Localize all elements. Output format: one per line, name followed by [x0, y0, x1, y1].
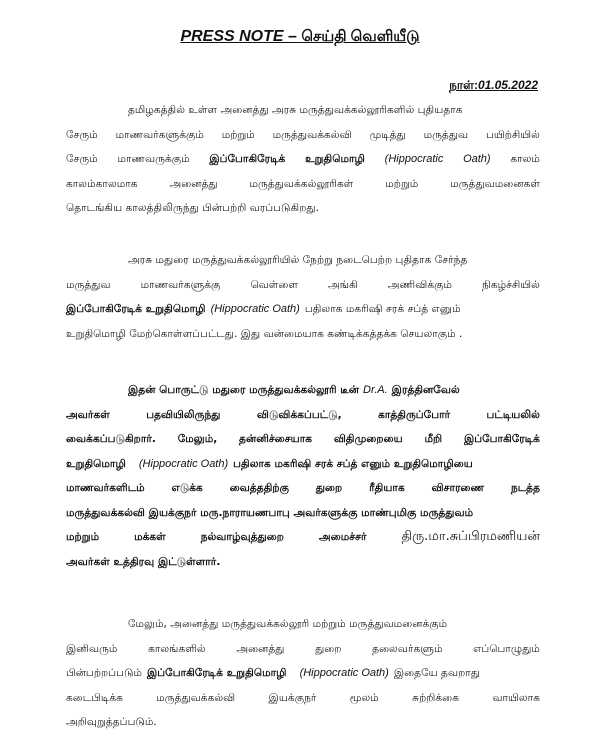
word: விசாரணை [431, 482, 485, 494]
word: முடித்து [369, 128, 406, 141]
date-line [449, 78, 538, 94]
word: வாயிலாக [492, 691, 540, 704]
p3-line-2 [66, 403, 540, 428]
text: அறிவுறுத்தப்படும். [66, 716, 157, 728]
p1-line-2 [66, 123, 540, 148]
word: அனைத்து [169, 177, 218, 190]
p3-line-3 [66, 427, 540, 452]
word: மூலம் [349, 691, 379, 704]
bold-phrase: இப்போகிரேடிக் உறுதிமொழி [147, 667, 287, 679]
word: ரீதியாக [369, 482, 405, 494]
word: தலைவர்களும் [372, 642, 443, 655]
word: சேரும் [66, 128, 98, 141]
p4-line-4 [66, 686, 540, 711]
title-tamil: செய்தி வெளியீடு [301, 28, 420, 45]
word: காலங்களில் [148, 642, 206, 655]
word: வெள்ளை [250, 278, 298, 291]
word: மாணவருக்கும் [117, 153, 190, 165]
word: இயக்குநர் [268, 691, 317, 704]
p1-line-5 [66, 196, 540, 221]
title-english: PRESS NOTE – [180, 28, 297, 45]
word: மற்றும் [66, 531, 100, 543]
word: அங்கி [328, 278, 358, 291]
word: மேலும், [177, 433, 218, 445]
word: காலம் [510, 153, 540, 165]
word: அவர்கள் [66, 408, 110, 421]
text: உறுதிமொழி [66, 457, 126, 470]
word: காத்திருப்போர் [378, 408, 451, 421]
word: விதிமுறையை [333, 433, 403, 445]
word: காலம்காலமாக [66, 177, 138, 190]
word: எப்பொழுதும் [473, 642, 540, 655]
page-title [0, 28, 600, 47]
bold-phrase: இப்போகிரேடிக் உறுதிமொழி [66, 303, 206, 315]
word: வைத்ததிற்கு [229, 482, 289, 494]
word: அமைச்சர் [318, 531, 367, 543]
word: சுற்றிக்கை [412, 691, 459, 704]
minister-name: திரு.மா.சுப்பிரமணியன் [401, 529, 540, 544]
word: இனிவரும் [66, 642, 118, 655]
word: மருத்துவமனைகள் [450, 177, 540, 190]
word: நடத்த [510, 482, 540, 494]
word: மாணவர்களிடம் [66, 482, 145, 494]
word: மருத்துவக்கல்வி [272, 128, 352, 141]
p3-line-7 [66, 525, 540, 550]
word: மருத்துவக்கல்வி [156, 691, 236, 704]
text: அரசு மதுரை மருத்துவக்கல்லூரியில் நேற்று நடைபெற்ற புதிதாக சேர்ந்த [128, 254, 468, 266]
text: தமிழகத்தில் உள்ள அனைத்து அரசு மருத்துவக்கல்லூரிகளில் புதியதாக [128, 104, 463, 116]
italic-phrase: (Hippocratic Oath) [210, 303, 300, 315]
p2-line-4 [66, 322, 540, 347]
word: சேரும் [66, 153, 98, 165]
word: வைக்கப்படுகிறார். [66, 433, 156, 445]
word: விடுவிக்கப்பட்டு, [256, 408, 342, 421]
p4-line-3 [66, 661, 540, 686]
italic-word: (Hippocratic [384, 153, 444, 165]
word: நிகழ்ச்சியில் [482, 278, 540, 291]
p4-line-1 [66, 612, 540, 637]
paragraph-2 [66, 248, 540, 346]
p2-line-2 [66, 273, 540, 298]
bold-word: இப்போகிரேடிக் [209, 153, 286, 165]
paragraph-4 [66, 612, 540, 735]
word: மக்கள் [134, 531, 166, 543]
text: இதன் பொருட்டு மதுரை மருத்துவக்கல்லூரி டீன் [128, 384, 360, 396]
word: மாணவர்களுக்கும் [115, 128, 204, 141]
text: உறுதிமொழி மேற்கொள்ளப்பட்டது. இது வன்மையாக கண்டிக்கத்தக்க செயலாகும் . [66, 327, 463, 340]
p2-line-1 [66, 248, 540, 273]
text: மேலும், அனைத்து மருத்துவக்கல்லூரி மற்றும் மருத்துவமனைக்கும் [128, 618, 448, 630]
word: துறை [315, 642, 342, 655]
word: இப்போகிரேடிக் [463, 433, 540, 445]
word: அணிவிக்கும் [387, 278, 453, 291]
p1-line-3 [66, 147, 540, 172]
word: மருத்துவ [423, 128, 469, 141]
word: பட்டியலில் [486, 408, 540, 421]
word: மீறி [424, 433, 443, 445]
text: இதையே தவறாது [393, 667, 481, 679]
word: மாணவர்களுக்கு [140, 278, 221, 291]
text: அவர்கள் உத்திரவு இட்டுள்ளார். [66, 555, 221, 568]
paragraph-3 [66, 378, 540, 574]
text: பின்பற்றப்படும் [66, 667, 142, 679]
word: மருத்துவ [66, 278, 111, 291]
word: எடுக்க [171, 482, 203, 494]
p4-line-2 [66, 637, 540, 662]
word: கடைபிடிக்க [66, 691, 123, 704]
p4-line-5 [66, 710, 540, 735]
word: பதவியிலிருந்து [146, 408, 221, 421]
text: மருத்துவக்கல்வி இயக்குநர் மரு.நாராயணபாபு அவர்களுக்கு மாண்புமிகு மருத்துவம் [66, 506, 474, 519]
word: பயிற்சியில் [485, 128, 540, 141]
word: மருத்துவக்கல்லூரிகள் [249, 177, 354, 190]
text: தொடங்கிய காலத்திலிருந்து பின்பற்றி வரப்படுகிறது. [66, 202, 319, 214]
word: துறை [315, 482, 343, 494]
text: இரத்தினவேல் [391, 384, 460, 396]
p2-line-3 [66, 297, 540, 322]
italic-word: Oath) [463, 153, 491, 165]
italic-name: Dr.A. [363, 384, 388, 396]
italic-phrase: (Hippocratic Oath) [299, 667, 389, 679]
word: மற்றும் [385, 177, 419, 190]
word: மற்றும் [221, 128, 255, 141]
paragraph-1 [66, 98, 540, 221]
p3-line-4 [66, 452, 540, 477]
text: பதிலாக மகரிஷி சரக் சப்த் எனும் உறுதிமொழியை [233, 457, 473, 470]
p3-line-5 [66, 476, 540, 501]
p3-line-1 [66, 378, 540, 403]
italic-phrase: (Hippocratic Oath) [138, 457, 229, 470]
p3-line-6 [66, 501, 540, 526]
word: அனைத்து [236, 642, 285, 655]
word: நல்வாழ்வுத்துறை [200, 531, 284, 543]
p3-line-8 [66, 550, 540, 575]
p1-line-4 [66, 172, 540, 197]
text: பதிலாக மகரிஷி சரக் சப்த் எனும் [304, 303, 461, 315]
word: தன்னிச்சையாக [239, 433, 313, 445]
date-label: நாள்: [449, 78, 478, 92]
p1-line-1 [66, 98, 540, 123]
date-value: 01.05.2022 [477, 78, 538, 92]
bold-word: உறுதிமொழி [305, 153, 365, 165]
